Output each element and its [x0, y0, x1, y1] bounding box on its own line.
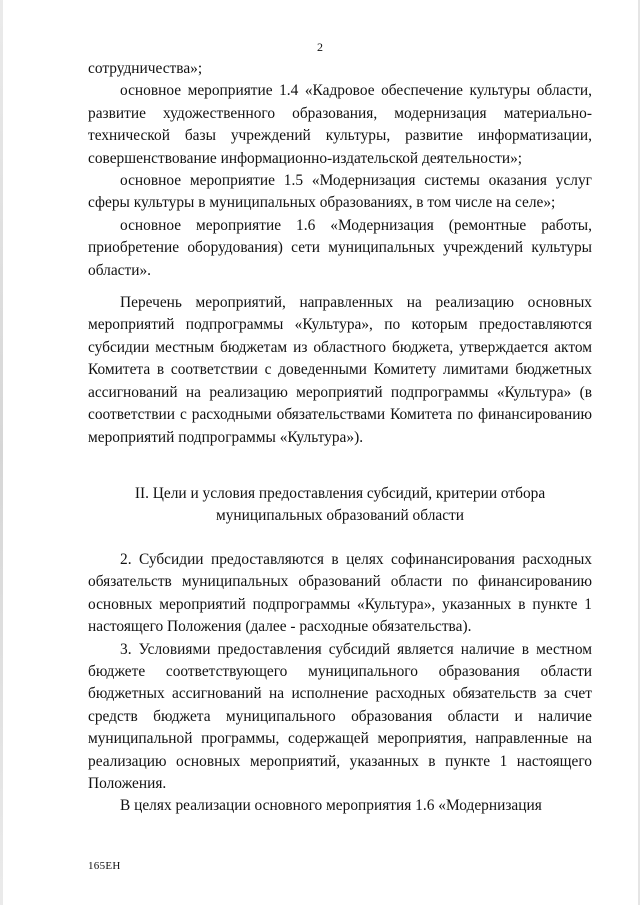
paragraph-measure-1-5: основное мероприятие 1.5 «Модернизация системы оказания услуг сферы культуры в муниципальных образованиях, в том числе на селе»;: [88, 172, 592, 212]
paragraph-continuation: сотрудничества»;: [88, 60, 203, 77]
paragraph-measure-1-6-goals: В целях реализации основного мероприятия 1.6 «Модернизация: [120, 797, 542, 815]
document-body: [88, 58, 592, 818]
scan-left-edge: [0, 0, 3, 905]
paragraph-item-3: 3. Условиями предоставления субсидий является наличие в местном бюджете соответствующего муниципального образования области бюджетных ассигнований на исполнение расходных обязательств за счет средств бюджета муниципального образования области и наличие муниципальной программы, содержащей мероприятия, направленные на реализацию основных мероприятий, указанных в пункте 1 настоящего Положения.: [88, 640, 592, 792]
paragraph-measure-1-4: основное мероприятие 1.4 «Кадровое обеспечение культуры области, развитие художественного образования, модернизация материально-технической базы учреждений культуры, развитие информатизации, совершенствование информационно-издательской деятельности»;: [88, 82, 592, 167]
paragraph-item-2: 2. Субсидии предоставляются в целях софинансирования расходных обязательств муниципальных образований области по финансированию основных мероприятий подпрограммы «Культура», указанных в пункте 1 настоящего Положения (далее - расходные обязательства).: [88, 550, 592, 636]
paragraph-measure-1-6: основное мероприятие 1.6 «Модернизация (ремонтные работы, приобретение оборудования) сети муниципальных учреждений культуры области».: [88, 216, 592, 279]
spacer: [88, 282, 592, 292]
page-number: 2: [317, 40, 323, 54]
spacer: [88, 449, 592, 483]
spacer: [88, 527, 592, 549]
document-code: 165ЕН: [88, 860, 121, 872]
section-heading-line-1: II. Цели и условия предоставления субсидий, критерии отбора: [134, 484, 546, 502]
section-heading-line-2: муниципальных образований области: [215, 506, 465, 524]
paragraph-measures-list: Перечень мероприятий, направленных на реализацию основных мероприятий подпрограммы «Культура», по которым предоставляются субсидии местным бюджетам из областного бюджета, утверждается актом Комитета в соответствии с доведенными Комитету лимитами бюджетных ассигнований на реализацию мероприятий подпрограммы «Культура» (в соответствии с расходными обязательствами Комитета по финансированию мероприятий подпрограммы «Культура»).: [88, 294, 592, 446]
